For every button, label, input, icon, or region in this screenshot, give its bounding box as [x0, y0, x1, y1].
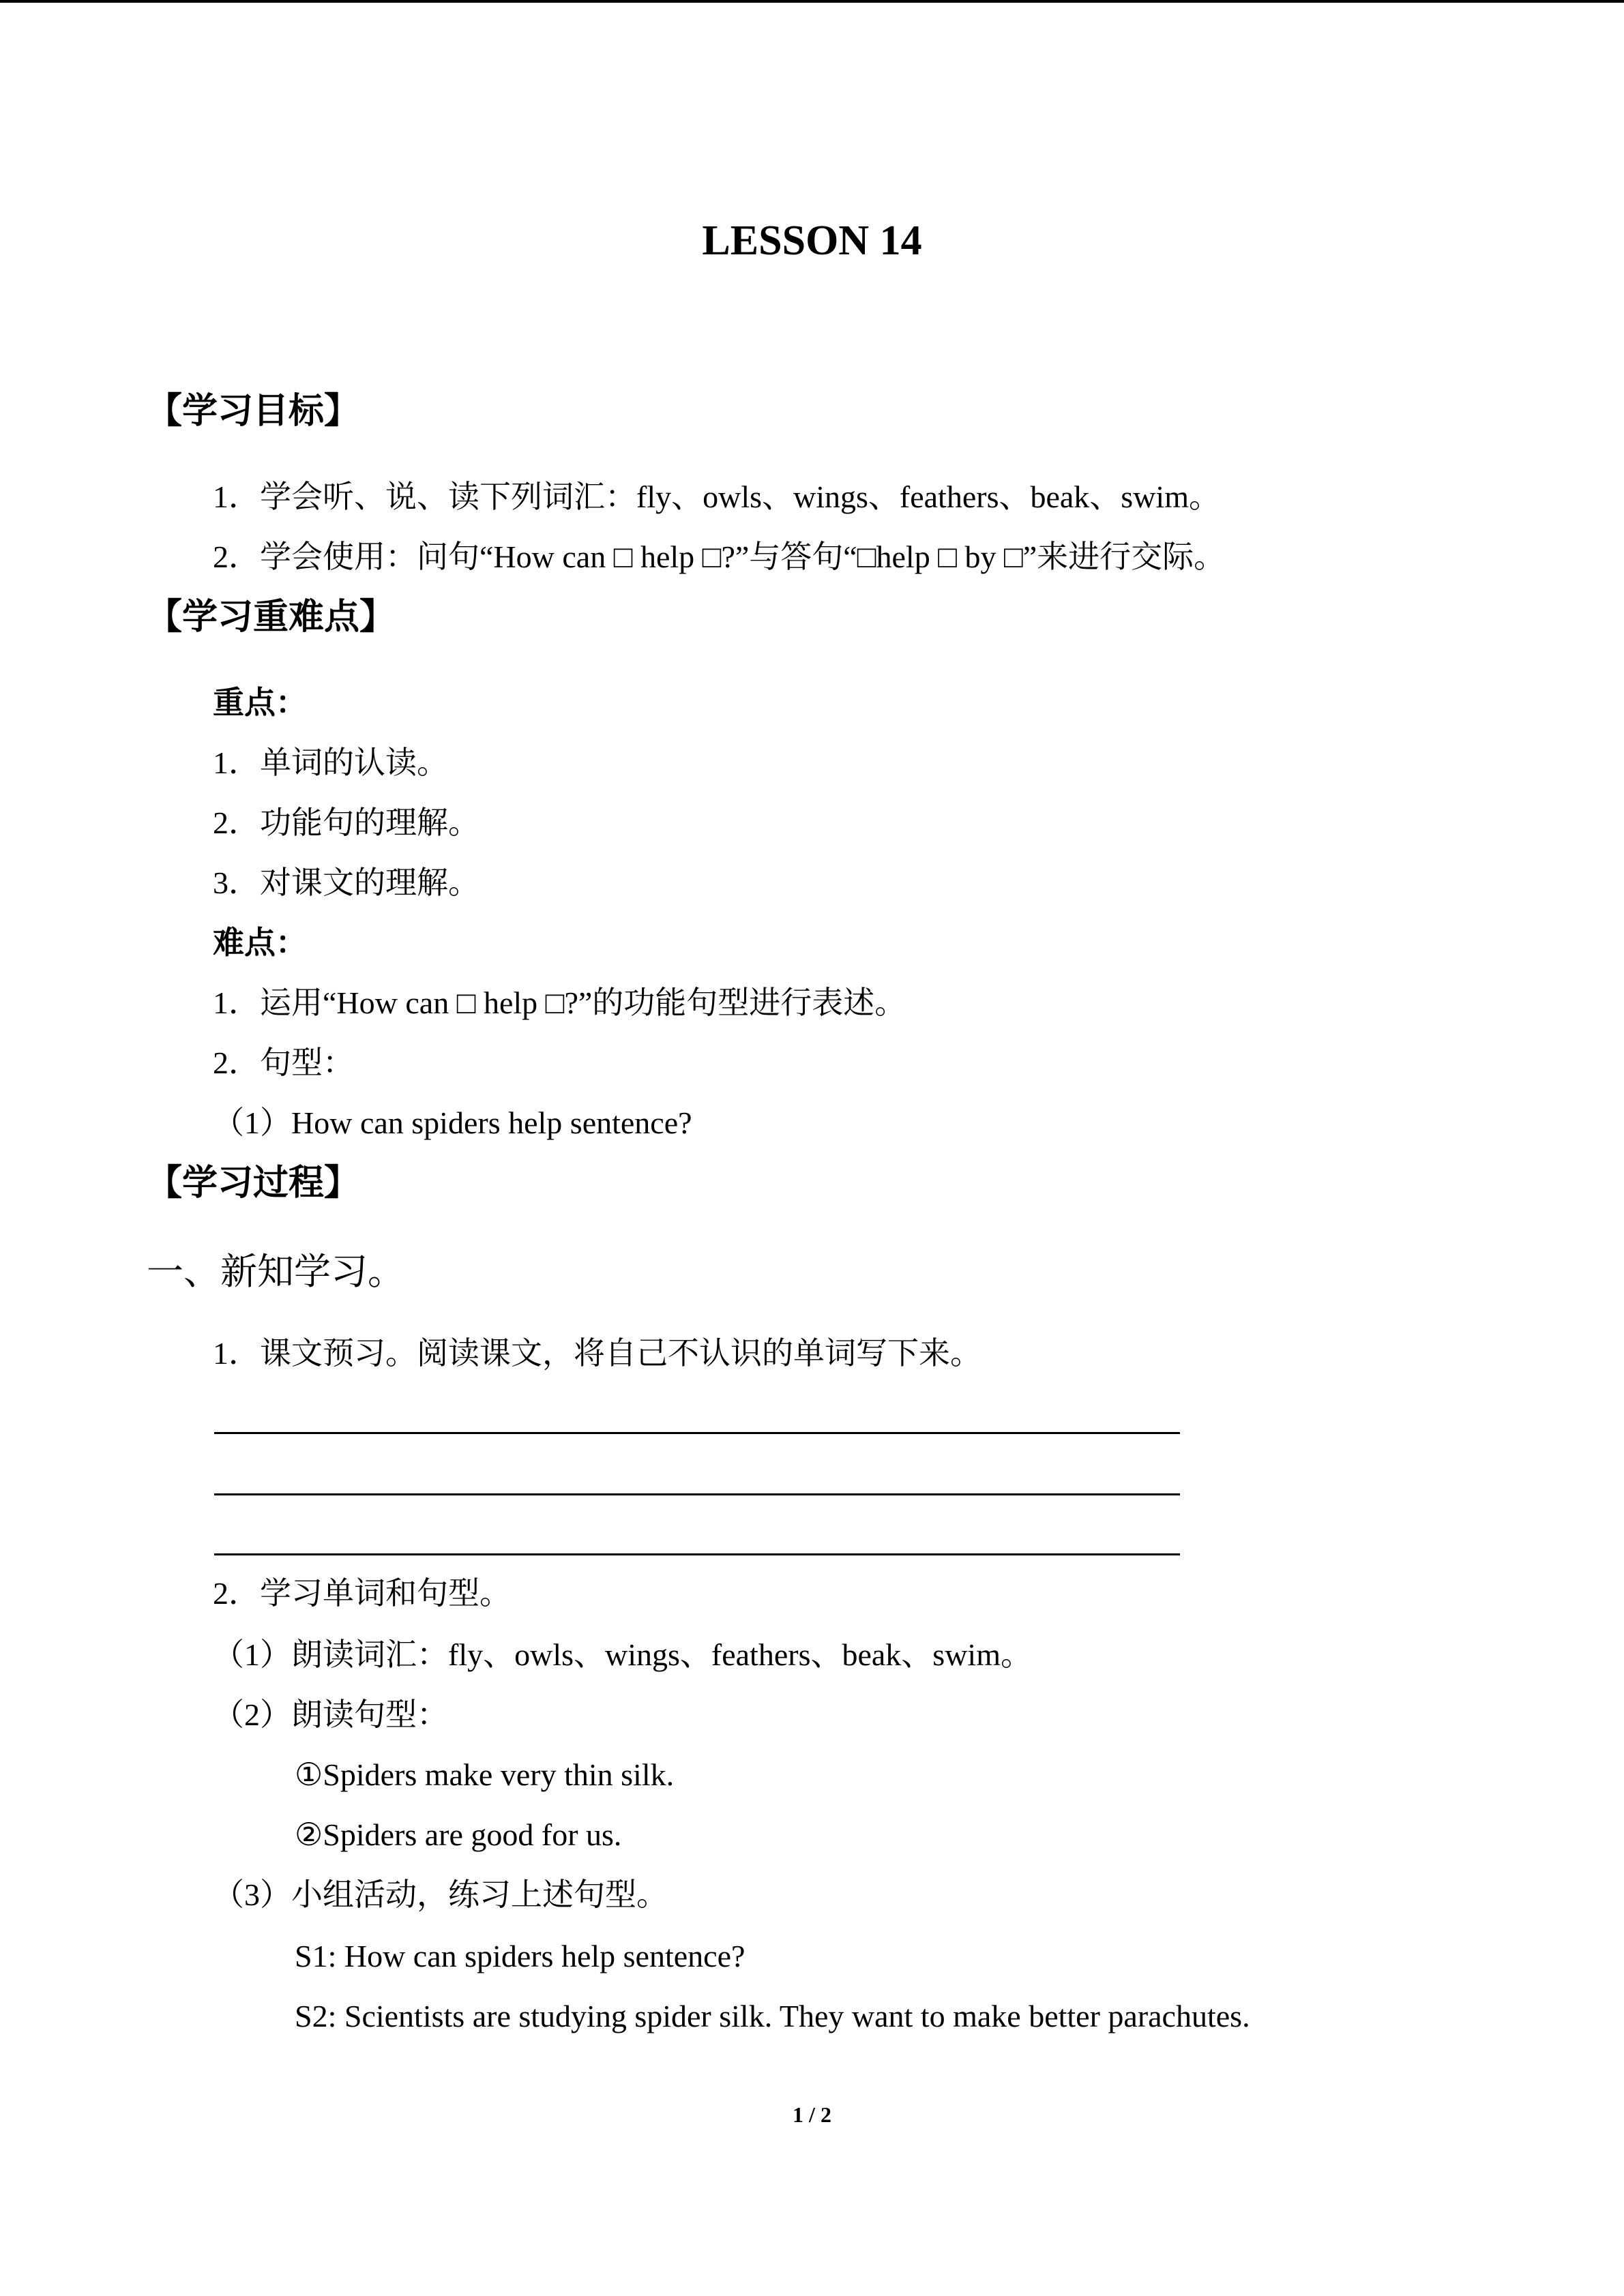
difficulty-item: 2．句型：	[213, 1045, 354, 1080]
focus-item: 1．单词的认读。	[213, 745, 448, 780]
focus-item: 2．功能句的理解。	[213, 805, 479, 840]
objectives-heading: 【学习目标】	[147, 392, 360, 431]
sub-item-vocabulary: （1）朗读词汇：fly、owls、wings、feathers、beak、swim。	[213, 1637, 1032, 1672]
page-number: 1 / 2	[793, 2102, 831, 2127]
focus-item: 3．对课文的理解。	[213, 865, 479, 900]
sub-item-group-activity: （3）小组活动，练习上述句型。	[213, 1877, 668, 1912]
step-1: 1．课文预习。阅读课文，将自己不认识的单词写下来。	[213, 1336, 981, 1371]
top-border	[0, 0, 1624, 3]
sentence-item: ①Spiders make very thin silk.	[295, 1757, 675, 1792]
focus-label: 重点：	[213, 685, 307, 720]
step-2: 2．学习单词和句型。	[213, 1576, 511, 1611]
pattern-item: （1）How can spiders help sentence?	[213, 1105, 692, 1140]
dialogue-line: S1: How can spiders help sentence?	[295, 1939, 745, 1973]
difficulty-item: 1．运用“How can □ help □?”的功能句型进行表述。	[213, 985, 906, 1020]
objective-item: 1．学会听、说、读下列词汇：fly、owls、wings、feathers、beak、swim。	[213, 479, 1220, 514]
difficulty-label: 难点：	[213, 925, 307, 960]
key-points-heading: 【学习重难点】	[147, 598, 396, 637]
answer-blank-line	[214, 1493, 1180, 1495]
section-title: 一、新知学习。	[147, 1251, 404, 1292]
lesson-title: LESSON 14	[702, 218, 922, 264]
process-heading: 【学习过程】	[147, 1164, 360, 1203]
sub-item-sentences: （2）朗读句型：	[213, 1697, 448, 1732]
objective-item: 2．学会使用：问句“How can □ help □?”与答句“□help □ by □”来进行交际。	[213, 539, 1226, 574]
dialogue-line: S2: Scientists are studying spider silk. They want to make better parachutes.	[295, 1999, 1250, 2033]
answer-blank-line	[214, 1553, 1180, 1555]
answer-blank-line	[214, 1432, 1180, 1434]
sentence-item: ②Spiders are good for us.	[295, 1817, 622, 1852]
